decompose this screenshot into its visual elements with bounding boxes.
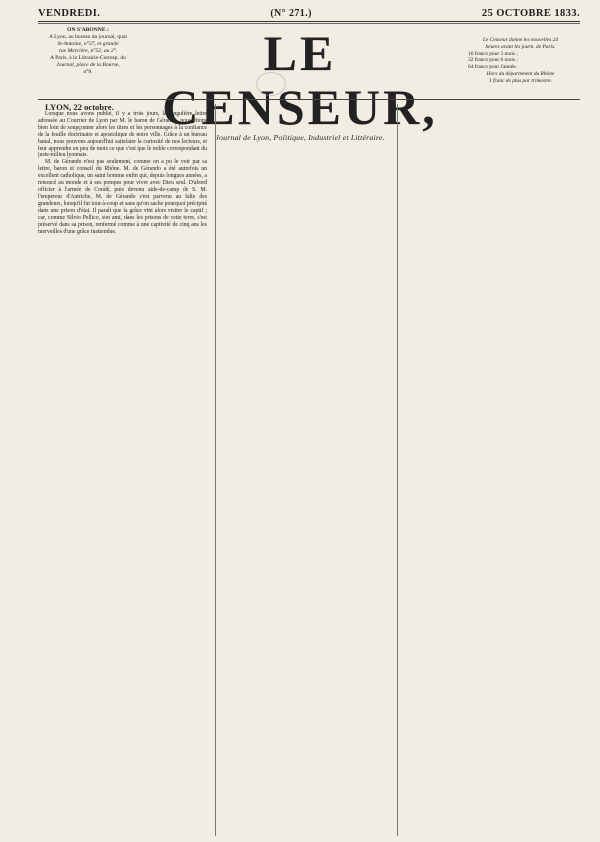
subscription-box [40,27,136,76]
issue-number: (N° 271.) [270,7,312,19]
top-rule [38,21,580,22]
price-intro: Le Censeur donne les nouvelles 24 [482,37,558,43]
subscription-line: Journal, place de la Bourse, [56,62,120,68]
masthead-rule [38,99,580,100]
column-1 [38,104,207,838]
column-divider [397,104,398,836]
price-foot: Hors du département du Rhône [486,70,555,77]
newspaper-title: LE CENSEUR, [162,25,438,135]
price-box [458,37,583,85]
issue-day: VENDREDI. [38,7,101,19]
column-divider [215,104,216,836]
price-row: 64 francs pour l'année. [468,64,517,71]
subscription-line: A Lyon, au bureau du journal, quai [49,34,127,40]
subscription-line: A Paris, à la Librairie-Corresp. du [50,55,126,61]
paragraph: M. de Gérando n'est pas seulement, comme on a pu le voir par sa lettre, baron et conseil du Rhône. M. de Gérando a été autrefois un excellent catholique, un saint homme enfin qui, depuis longues années, a renoncé au monde et à ses pompes pour vivre avec Dieu seul. D'abord officier à l'armée de Condé, puis devenu aide-de-camp de S. M. l'empereur d'Autriche, M. de Gérando s'est parvenu au faîte des grandeurs, lorsqu'il fut tout-à-coup et sans qu'on sache pourquoi précipité dans une prison d'état. Il paraît que la grâce vint alors visiter le captif ; car, comme Silvio Pellico, son ami, dans les prisons de cette terre, s'est préservé dans sa prison, renfermé comme à une captivité de cinq ans les merveilles d'une grâce inattendue. [38,159,207,235]
library-stamp-icon [256,72,286,96]
subscription-line: rue Mercière, n°52, au 2°. [58,48,118,54]
price-foot: 1 franc de plus par trimestre. [489,77,552,84]
price-row: 16 francs pour 3 mois ; [468,50,518,57]
price-row: 32 francs pour 6 mois ; [468,57,518,64]
price-intro: heures avant les journ. de Paris. [485,43,556,50]
dateline-bar [38,6,580,20]
top-rule-thin [38,23,580,24]
article-dateline: LYON, 22 octobre. [45,104,114,112]
paragraph: Lorsque nous avons publié, il y a trois jours, la singulière lettre adressée au Courrier de Lyon par M. le baron de Gérando, nous étions bien loin de soupçonner alors les titres et les personnages à la confiance de la feuille doctrinaire et apostolique de notre ville. Grâce à un bureau banal, nous pouvons aujourd'hui satisfaire la curiosité de nos lecteurs, et leur apprendre en peu de mots ce que c'est que le noble correspondant du juste-milieu lyonnais. [38,110,207,159]
subscription-line: n°8. [83,69,93,75]
issue-date: 25 OCTOBRE 1833. [481,7,580,19]
newspaper-subtitle: Journal de Lyon, Politique, Industriel et Littéraire. [215,133,385,142]
subscription-title: ON S'ABONNE : [67,27,109,33]
subscription-line: St-Antoine, n°27, et grande [57,41,119,47]
